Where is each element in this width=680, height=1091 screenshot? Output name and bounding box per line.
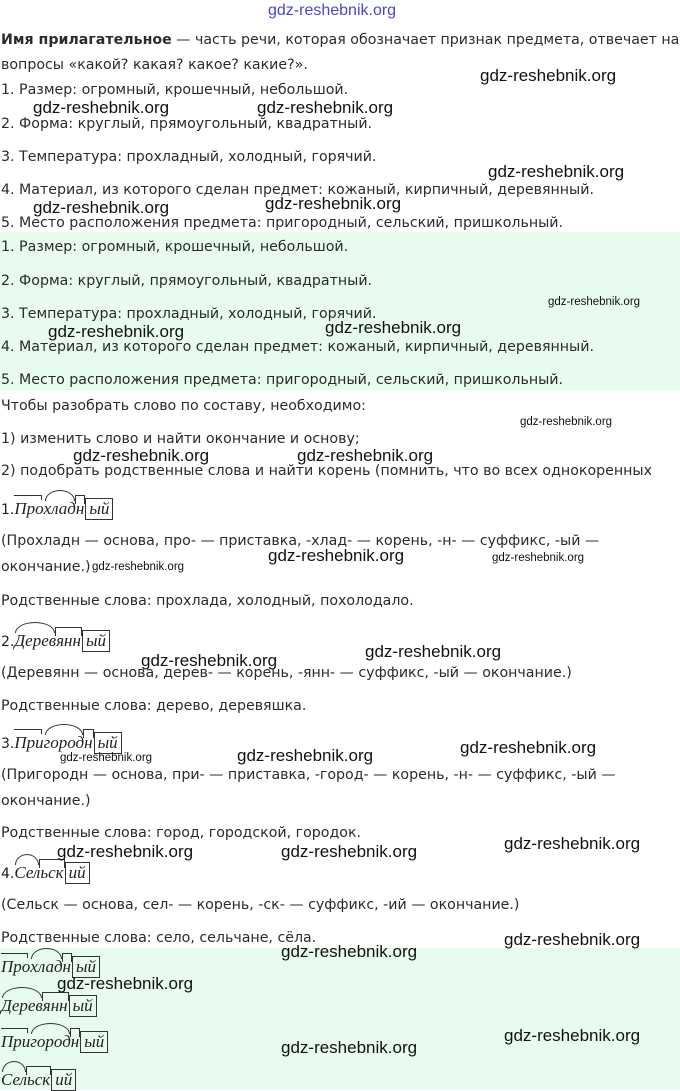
morph-root: город bbox=[43, 733, 85, 752]
list2-item: 4. Материал, из которого сделан предмет: кожаный, кирпичный, деревянный. bbox=[1, 339, 594, 355]
watermark[interactable]: gdz-reshebnik.org bbox=[57, 974, 194, 993]
explanation: (Сельск — основа, сел- — корень, -ск- — суффикс, -ий — окончание.) bbox=[1, 897, 520, 913]
morph-prefix: При bbox=[1, 1032, 31, 1051]
watermark[interactable]: gdz-reshebnik.org bbox=[281, 842, 418, 861]
watermark[interactable]: gdz-reshebnik.org bbox=[237, 746, 374, 765]
morph-root: Сел bbox=[1, 1070, 27, 1089]
list2-item: 2. Форма: круглый, прямоугольный, квадратный. bbox=[1, 273, 373, 289]
morpheme-word bbox=[1, 732, 122, 754]
morph-prefix: При bbox=[14, 733, 44, 752]
word-number: 1. bbox=[1, 502, 15, 518]
watermark[interactable]: gdz-reshebnik.org bbox=[265, 194, 402, 213]
watermark[interactable]: gdz-reshebnik.org bbox=[325, 318, 462, 337]
watermark[interactable]: gdz-reshebnik.org bbox=[33, 98, 170, 117]
explanation: (Деревянн — основа, дерев- — корень, -янн- — суффикс, -ый — окончание.) bbox=[1, 665, 572, 681]
morph-ending: ый bbox=[69, 995, 97, 1017]
definition-term: Имя прилагательное bbox=[1, 32, 172, 48]
word-number: 4. bbox=[1, 866, 15, 882]
morph-suffix: янн bbox=[42, 996, 68, 1015]
list2-item: 5. Место расположения предмета: пригородный, сельский, пришкольный. bbox=[1, 372, 564, 388]
morph-suffix: н bbox=[75, 499, 85, 518]
morph-suffix: н bbox=[62, 957, 71, 976]
explanation: (Прохладн — основа, про- — приставка, -хлад- — корень, -н- — суффикс, -ый — bbox=[1, 533, 600, 549]
morph-prefix: Про bbox=[1, 957, 31, 976]
watermark[interactable]: gdz-reshebnik.org bbox=[460, 738, 597, 757]
list2-item: 3. Температура: прохладный, холодный, горячий. bbox=[1, 306, 377, 322]
watermark[interactable]: gdz-reshebnik.org bbox=[60, 752, 153, 764]
answer-highlight-bottom bbox=[0, 948, 680, 1090]
definition-line-2: вопросы «какой? какая? какое? какие?». bbox=[1, 57, 308, 73]
morph-root: хлад bbox=[43, 499, 76, 518]
morph-suffix: янн bbox=[56, 631, 81, 650]
morph-suffix: ьск bbox=[27, 1070, 51, 1089]
watermark[interactable]: gdz-reshebnik.org bbox=[33, 198, 170, 217]
morph-root: Дерев bbox=[1, 996, 43, 1015]
watermark[interactable]: gdz-reshebnik.org bbox=[57, 842, 194, 861]
morph-prefix: Про bbox=[14, 499, 44, 518]
morpheme-word bbox=[1, 498, 113, 520]
watermark[interactable]: gdz-reshebnik.org bbox=[268, 546, 405, 565]
list1-item: 5. Место расположения предмета: пригородный, сельский, пришкольный. bbox=[1, 215, 564, 231]
watermark[interactable]: gdz-reshebnik.org bbox=[492, 552, 585, 564]
morph-ending: ий bbox=[65, 862, 90, 884]
morph-ending: ый bbox=[82, 630, 110, 652]
list1-item: 3. Температура: прохладный, холодный, горячий. bbox=[1, 149, 377, 165]
watermark[interactable]: gdz-reshebnik.org bbox=[281, 1038, 418, 1057]
related-words: Родственные слова: город, городской, городок. bbox=[1, 825, 362, 841]
watermark[interactable]: gdz-reshebnik.org bbox=[488, 162, 625, 181]
list2-item: 1. Размер: огромный, крошечный, небольшой. bbox=[1, 239, 349, 255]
morph-root: Сел bbox=[14, 863, 41, 882]
parse-intro: Чтобы разобрать слово по составу, необходимо: bbox=[1, 398, 366, 414]
related-words: Родственные слова: село, сельчане, сёла. bbox=[1, 930, 317, 946]
morph-suffix: ьск bbox=[40, 863, 64, 882]
morph-ending: ый bbox=[85, 498, 113, 520]
watermark[interactable]: gdz-reshebnik.org bbox=[297, 446, 434, 465]
word-number: 2. bbox=[1, 634, 15, 650]
morph-root: город bbox=[30, 1032, 71, 1051]
explanation: окончание.) bbox=[1, 559, 91, 575]
watermark[interactable]: gdz-reshebnik.org bbox=[141, 651, 278, 670]
morpheme-word-answer bbox=[1, 1031, 108, 1053]
watermark[interactable]: gdz-reshebnik.org bbox=[73, 446, 210, 465]
watermark[interactable]: gdz-reshebnik.org bbox=[504, 834, 641, 853]
watermark[interactable]: gdz-reshebnik.org bbox=[257, 98, 394, 117]
list1-item: 4. Материал, из которого сделан предмет: кожаный, кирпичный, деревянный. bbox=[1, 182, 594, 198]
definition-line-1 bbox=[1, 31, 679, 49]
watermark[interactable]: gdz-reshebnik.org bbox=[480, 66, 617, 85]
morpheme-word-answer bbox=[1, 995, 97, 1017]
morph-root: Дерев bbox=[14, 631, 57, 650]
morpheme-word bbox=[1, 862, 90, 884]
parse-step-2: 2) подобрать родственные слова и найти корень (помнить, что во всех однокоренных bbox=[1, 463, 653, 479]
watermark[interactable]: gdz-reshebnik.org bbox=[548, 296, 641, 308]
morph-ending: ый bbox=[80, 1031, 108, 1053]
word-number: 3. bbox=[1, 736, 15, 752]
watermark[interactable]: gdz-reshebnik.org bbox=[48, 322, 185, 341]
list1-item: 2. Форма: круглый, прямоугольный, квадратный. bbox=[1, 116, 373, 132]
watermark[interactable]: gdz-reshebnik.org bbox=[92, 561, 185, 573]
watermark[interactable]: gdz-reshebnik.org bbox=[504, 930, 641, 949]
watermark[interactable]: gdz-reshebnik.org bbox=[504, 1026, 641, 1045]
morph-root: хлад bbox=[30, 957, 63, 976]
morph-ending: ый bbox=[72, 956, 100, 978]
related-words: Родственные слова: прохлада, холодный, похолодало. bbox=[1, 593, 414, 609]
morph-suffix: н bbox=[84, 733, 93, 752]
morph-suffix: н bbox=[70, 1032, 80, 1051]
morph-ending: ый bbox=[94, 732, 122, 754]
watermark[interactable]: gdz-reshebnik.org bbox=[281, 942, 418, 961]
definition-rest: — часть речи, которая обозначает признак предмета, отвечает на bbox=[171, 32, 680, 48]
related-words: Родственные слова: дерево, деревяшка. bbox=[1, 698, 307, 714]
parse-step-1: 1) изменить слово и найти окончание и основу; bbox=[1, 431, 360, 447]
morpheme-word-answer bbox=[1, 1069, 76, 1091]
watermark[interactable]: gdz-reshebnik.org bbox=[520, 416, 613, 428]
watermark-top[interactable]: gdz-reshebnik.org bbox=[268, 2, 397, 19]
list1-item: 1. Размер: огромный, крошечный, небольшой. bbox=[1, 82, 349, 98]
explanation: окончание.) bbox=[1, 793, 91, 809]
watermark[interactable]: gdz-reshebnik.org bbox=[365, 642, 502, 661]
explanation: (Пригородн — основа, при- — приставка, -город- — корень, -н- — суффикс, -ый — bbox=[1, 767, 616, 783]
morpheme-word bbox=[1, 630, 110, 652]
morph-ending: ий bbox=[51, 1069, 76, 1091]
